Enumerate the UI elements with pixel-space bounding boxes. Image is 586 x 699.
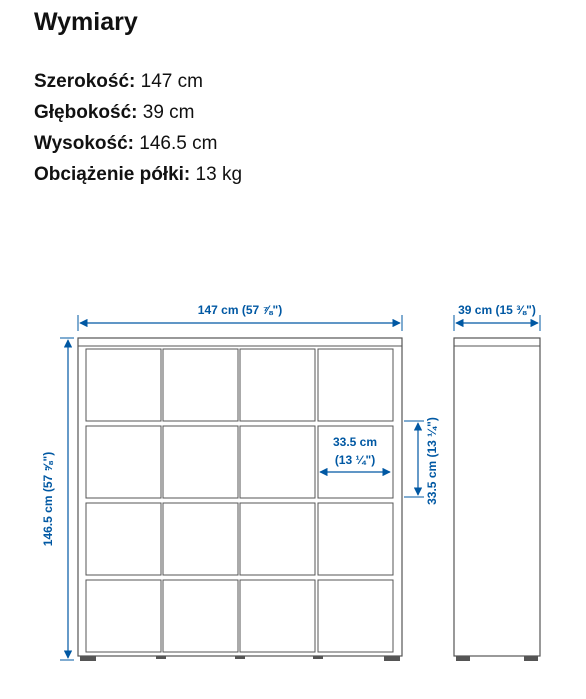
shelf-cubby (163, 580, 238, 652)
shelf-side-view (454, 338, 540, 661)
cell-height-dimension (404, 417, 439, 505)
shelf-cubby (163, 503, 238, 575)
shelf-front-foot-inner-2 (235, 656, 245, 659)
depth-dimension (454, 303, 540, 331)
cell-width-dimension (320, 435, 390, 472)
shelf-cubby (240, 426, 315, 498)
shelf-cubby (318, 503, 393, 575)
shelf-cubby (86, 580, 161, 652)
shelf-cubby (163, 349, 238, 421)
shelf-front-foot-inner-3 (313, 656, 323, 659)
width-dimension (78, 303, 402, 331)
shelf-side-foot-right (524, 656, 538, 661)
cell-height-dimension-label: 33.5 cm (13 ¼") (425, 417, 439, 505)
shelf-cubby (240, 580, 315, 652)
shelf-front-foot-left (80, 656, 96, 661)
shelf-cubby (86, 426, 161, 498)
spec-shelf-load-label: Obciążenie półki: (34, 164, 191, 185)
height-dimension (41, 338, 74, 660)
width-dimension-label: 147 cm (57 ⅞") (197, 303, 283, 317)
depth-dimension-label: 39 cm (15 ⅜") (458, 303, 536, 317)
shelf-front-foot-right (384, 656, 400, 661)
shelf-cubby (86, 503, 161, 575)
shelf-cubby (318, 580, 393, 652)
spec-depth-value: 39 cm (142, 102, 195, 123)
shelf-cubby (86, 349, 161, 421)
spec-width-label: Szerokość: (34, 71, 136, 92)
shelf-cubby (163, 426, 238, 498)
cell-width-label-line1: 33.5 cm (332, 435, 378, 449)
spec-depth-label: Głębokość: (34, 102, 138, 123)
shelf-cubbies (86, 349, 393, 652)
shelf-front-view (78, 338, 402, 661)
spec-height-value: 146.5 cm (139, 133, 218, 154)
shelf-cubby (318, 349, 393, 421)
shelf-front-foot-inner-1 (156, 656, 166, 659)
page-title: Wymiary (34, 8, 138, 36)
spec-width-value: 147 cm (140, 71, 203, 92)
shelf-cubby (240, 349, 315, 421)
shelf-cubby (240, 503, 315, 575)
height-dimension-label: 146.5 cm (57 ⅝") (41, 451, 55, 547)
spec-height-label: Wysokość: (34, 133, 134, 154)
spec-shelf-load-value: 13 kg (195, 164, 243, 185)
cell-width-label-line2: (13 ¼") (334, 453, 376, 467)
shelf-side-foot-left (456, 656, 470, 661)
shelf-side-panel (454, 338, 540, 656)
